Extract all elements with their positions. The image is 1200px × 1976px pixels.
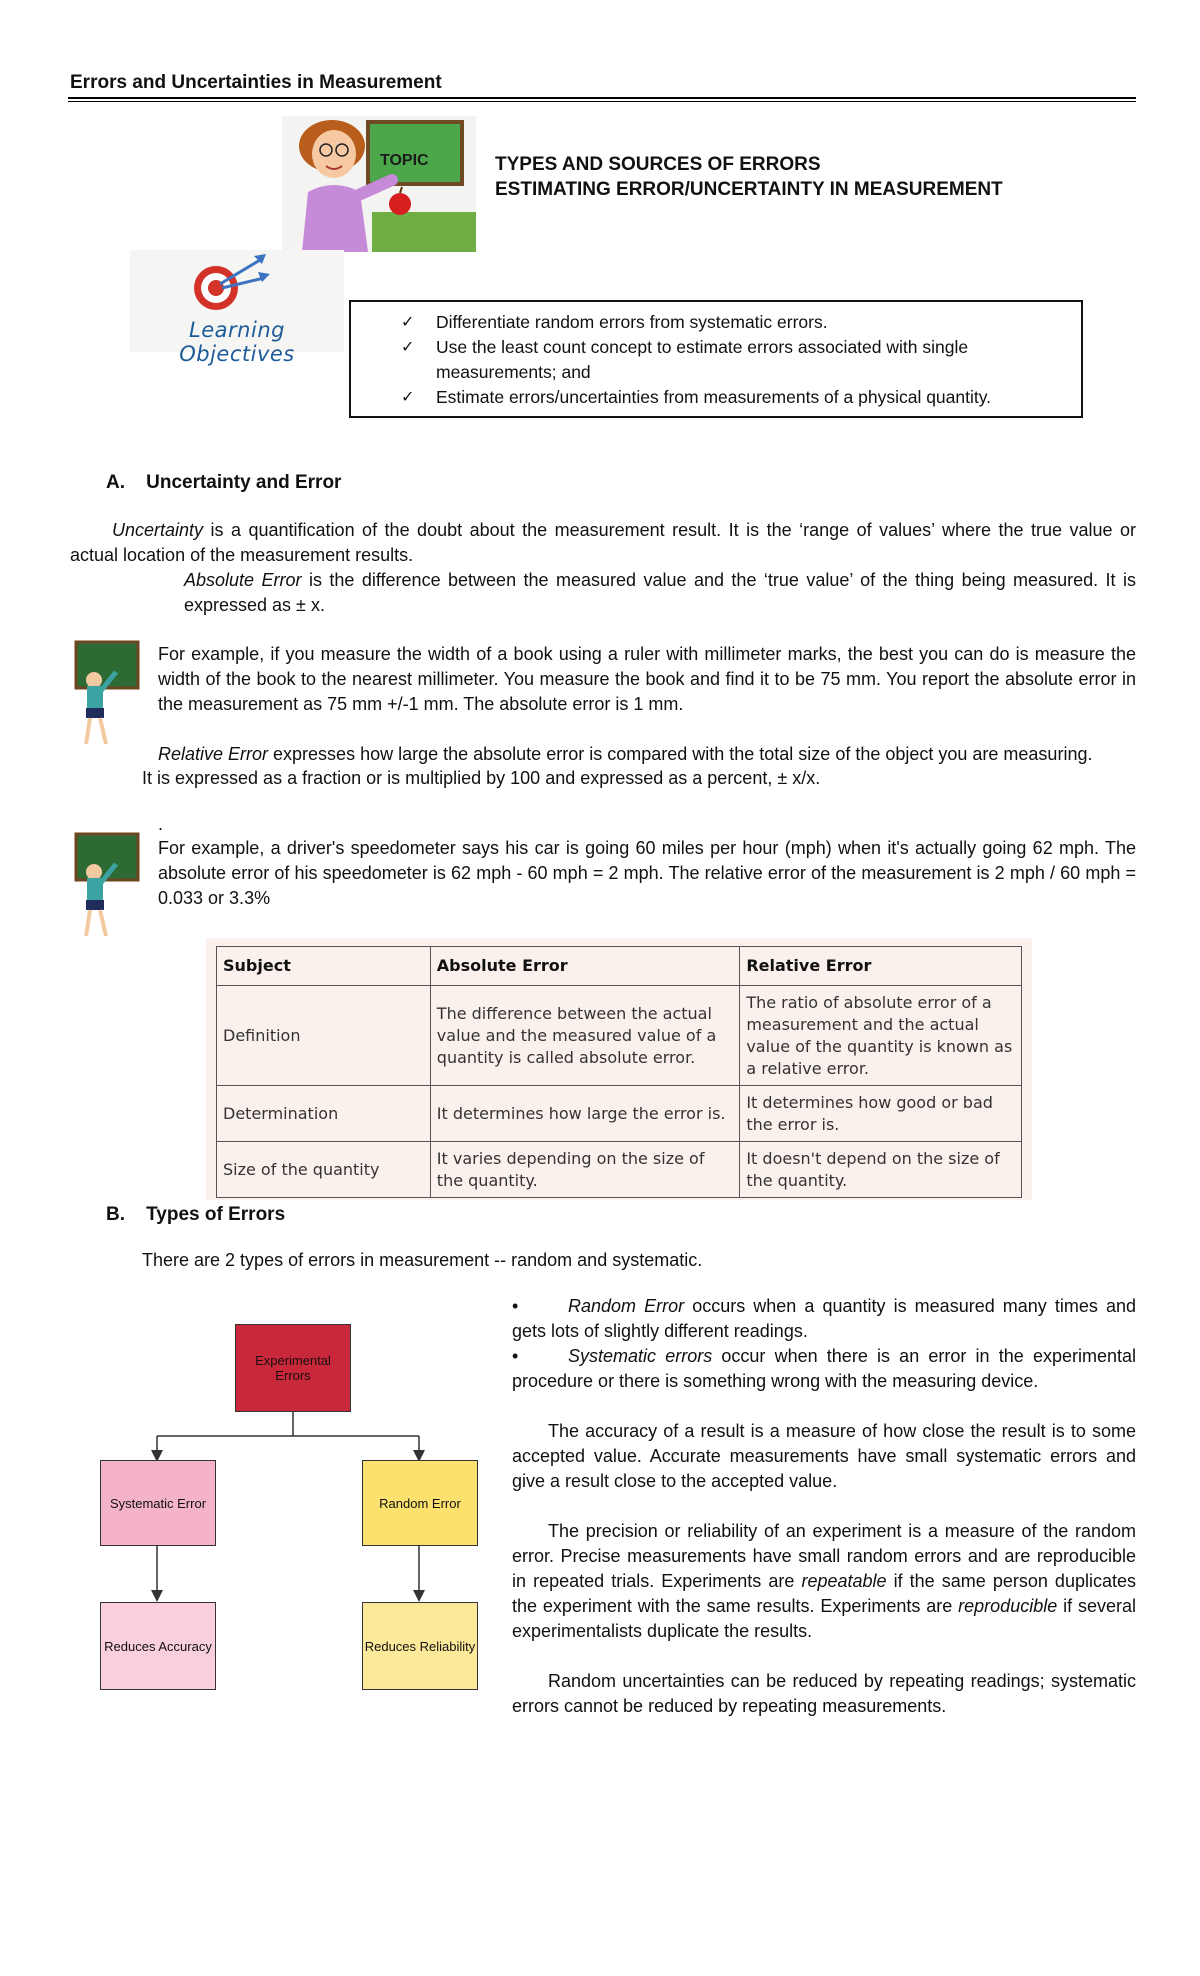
check-icon: ✓: [401, 339, 415, 356]
bullet-icon: •: [512, 1346, 519, 1366]
objectives-list: [351, 302, 1081, 410]
learning-objectives-label: Learning Objectives: [179, 318, 295, 366]
section-a-heading: A. Uncertainty and Error: [106, 472, 342, 493]
relative-error-paragraph: Relative Error expresses how large the absolute error is compared with the total size of the object you are measuring.: [158, 744, 1093, 764]
teacher-icon: [282, 116, 476, 252]
student-at-board-illustration: [72, 640, 142, 750]
table-row: [217, 986, 1022, 1086]
table-cell: It determines how good or bad the error is.: [740, 1086, 1022, 1142]
speedometer-example: For example, a driver's speedometer says his car is going 60 miles per hour (mph) when it's actually going 62 mph. The absolute error of his speedometer is 62 mph - 60 mph = 2 mph. The relative error of the measurement is 2 mph / 60 mph = 0.033 or 3.3%: [158, 838, 1136, 908]
check-icon: ✓: [401, 389, 415, 406]
check-icon: ✓: [401, 314, 415, 331]
document-header-title: Errors and Uncertainties in Measurement: [70, 72, 442, 93]
bullet-icon: •: [512, 1296, 519, 1316]
types-of-errors-intro: There are 2 types of errors in measurement -- random and systematic.: [142, 1250, 703, 1270]
student-at-board-illustration: [72, 832, 142, 942]
list-item: • Systematic errors occur when there is an error in the experimental procedure or there is something wrong with the measuring device.: [512, 1346, 1136, 1391]
objective-item: ✓ Use the least count concept to estimate errors associated with single measurements; and: [401, 337, 969, 382]
table-cell: Definition: [217, 986, 431, 1086]
table-cell: The ratio of absolute error of a measurement and the actual value of the quantity is known as a relative error.: [740, 986, 1022, 1086]
random-error-node: Random Error: [362, 1460, 478, 1546]
objective-item: ✓ Estimate errors/uncertainties from measurements of a physical quantity.: [351, 385, 1081, 410]
topic-title: [495, 152, 1003, 202]
table-row: [217, 1142, 1022, 1198]
reduces-reliability-node: Reduces Reliability: [362, 1602, 478, 1690]
table-header-cell: Absolute Error: [430, 947, 740, 986]
stray-period: .: [158, 814, 164, 834]
target-icon: [130, 250, 344, 320]
table-cell: Determination: [217, 1086, 431, 1142]
error-definitions-column: [512, 1294, 1136, 1719]
error-definitions-list: [512, 1294, 1136, 1394]
precision-paragraph: The precision or reliability of an experiment is a measure of the random error. Precise measurements have small random errors and are reproducible in repeated trials. Experiments are repeatable if the same person duplicates the experiment with the same results. Experiments are reproducible if several experimentalists duplicate the results.: [512, 1521, 1136, 1641]
header-rule: [68, 97, 1136, 99]
absolute-error-paragraph: Absolute Error is the difference between the measured value and the ‘true value’ of the thing being measured. It is expressed as ± x.: [184, 570, 1136, 615]
experimental-errors-node: Experimental Errors: [235, 1324, 351, 1412]
error-types-diagram: [96, 1306, 486, 1706]
table-cell: It doesn't depend on the size of the quantity.: [740, 1142, 1022, 1198]
chalkboard-icon: [72, 832, 142, 942]
table-header-cell: Subject: [217, 947, 431, 986]
table-row: [217, 1086, 1022, 1142]
comparison-table-container: [216, 946, 1022, 1198]
header-rule-thin: [68, 101, 1136, 102]
chalkboard-icon: [72, 640, 142, 750]
objectives-box: [349, 300, 1083, 418]
systematic-error-node: Systematic Error: [100, 1460, 216, 1546]
reduces-accuracy-node: Reduces Accuracy: [100, 1602, 216, 1690]
uncertainty-paragraph: Uncertainty is a quantification of the doubt about the measurement result. It is the ‘range of values’ where the true value or actual location of the measurement results.: [70, 520, 1136, 565]
table-cell: It determines how large the error is.: [430, 1086, 740, 1142]
teacher-topic-illustration: [282, 116, 476, 252]
section-b-heading: B. Types of Errors: [106, 1204, 286, 1225]
table-header-cell: Relative Error: [740, 947, 1022, 986]
table-cell: It varies depending on the size of the quantity.: [430, 1142, 740, 1198]
topic-badge: TOPIC: [380, 152, 429, 169]
topic-line-2: ESTIMATING ERROR/UNCERTAINTY IN MEASUREMENT: [495, 179, 1003, 200]
absolute-error-example: For example, if you measure the width of a book using a ruler with millimeter marks, the best you can do is measure the width of the book to the nearest millimeter. You measure the book and find it to be 75 mm. You report the absolute error in the measurement as 75 mm +/-1 mm. The absolute error is 1 mm.: [158, 644, 1136, 714]
topic-line-1: TYPES AND SOURCES OF ERRORS: [495, 154, 821, 175]
table-header-row: [217, 947, 1022, 986]
objective-item: ✓ Differentiate random errors from systematic errors.: [351, 310, 1081, 335]
table-cell: Size of the quantity: [217, 1142, 431, 1198]
relative-error-expression: It is expressed as a fraction or is multiplied by 100 and expressed as a percent, ± x/x.: [142, 768, 821, 788]
random-uncertainty-paragraph: Random uncertainties can be reduced by repeating readings; systematic errors cannot be reduced by repeating measurements.: [512, 1671, 1136, 1716]
table-cell: The difference between the actual value and the measured value of a quantity is called absolute error.: [430, 986, 740, 1086]
accuracy-paragraph: The accuracy of a result is a measure of how close the result is to some accepted value. Accurate measurements have small systematic errors and give a result close to the accepted value.: [512, 1421, 1136, 1491]
list-item: • Random Error occurs when a quantity is measured many times and gets lots of slightly different readings.: [512, 1296, 1136, 1341]
absolute-vs-relative-table: [216, 946, 1022, 1198]
